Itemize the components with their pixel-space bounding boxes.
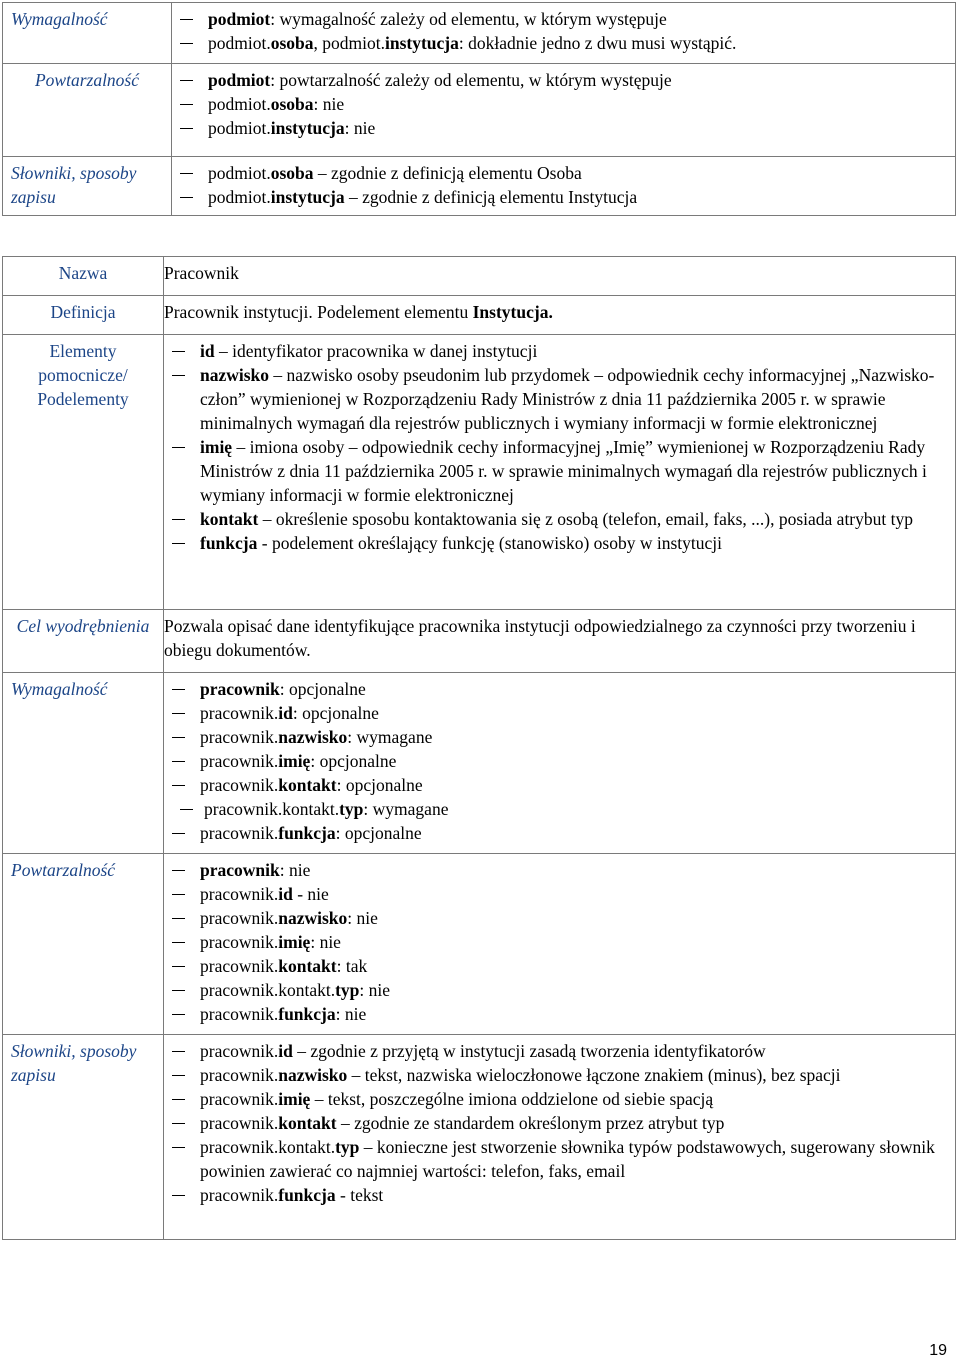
row-label: Słowniki, sposoby zapisu	[3, 157, 172, 216]
row-label: Powtarzalność	[3, 64, 172, 157]
nazwa-label: Nazwa	[3, 257, 164, 296]
list-item: podmiot.osoba – zgodnie z definicją elementu Osoba	[172, 161, 955, 185]
list-item: nazwisko – nazwisko osoby pseudonim lub przydomek – odpowiednik cechy informacyjnej „Nazwisko-człon” wymienionej w Rozporządzeniu Rady Ministrów z dnia 11 października 2005 r. w sprawie minimalnych wymagań dla rejestrów publicznych i wymiany informacji w formie elektronicznej	[164, 363, 955, 435]
table-pracownik	[2, 256, 956, 1240]
definicja-label: Definicja	[3, 296, 164, 335]
row-value	[172, 3, 956, 64]
list-item: imię – imiona osoby – odpowiednik cechy informacyjnej „Imię” wymienionej w Rozporządzeniu Rady Ministrów z dnia 11 października 2005 r. w sprawie minimalnych wymagań dla rejestrów publicznych i wymiany informacji w formie elektronicznej	[164, 435, 955, 507]
slowniki-label: Słowniki, sposoby zapisu	[3, 1035, 164, 1240]
wymagalnosc-list	[164, 673, 956, 854]
list-item: pracownik.kontakt.typ – konieczne jest stworzenie słownika typów podstawowych, sugerowany słownik powinien zawierać co najmniej wartości: telefon, faks, email	[164, 1135, 949, 1183]
row-value	[172, 157, 956, 216]
list-item: pracownik.funkcja: nie	[164, 1002, 955, 1026]
list-item: podmiot.osoba: nie	[172, 92, 955, 116]
list-item: pracownik: opcjonalne	[164, 677, 955, 701]
list-item: kontakt – określenie sposobu kontaktowania się z osobą (telefon, email, faks, ...), posiada atrybut typ	[164, 507, 955, 531]
list-item: podmiot.instytucja: nie	[172, 116, 955, 140]
table-row	[3, 157, 956, 216]
list-item: pracownik.funkcja: opcjonalne	[164, 821, 955, 845]
list-item: podmiot.instytucja – zgodnie z definicją elementu Instytucja	[172, 185, 955, 209]
wymagalnosc-label: Wymagalność	[3, 673, 164, 854]
list-item: pracownik.funkcja - tekst	[164, 1183, 949, 1207]
nazwa-value: Pracownik	[164, 257, 956, 296]
list-item: pracownik.nazwisko – tekst, nazwiska wieloczłonowe łączone znakiem (minus), bez spacji	[164, 1063, 949, 1087]
list-item: pracownik.nazwisko: wymagane	[164, 725, 955, 749]
list-item: pracownik.id: opcjonalne	[164, 701, 955, 725]
slowniki-list	[164, 1035, 956, 1240]
list-item: pracownik.kontakt – zgodnie ze standardem określonym przez atrybut typ	[164, 1111, 949, 1135]
page-number: 19	[929, 1342, 947, 1359]
definicja-value	[164, 296, 956, 335]
elementy-list	[164, 335, 956, 610]
cel-label: Cel wyodrębnienia	[3, 610, 164, 673]
table-row	[3, 673, 956, 854]
table-row	[3, 3, 956, 64]
table-row	[3, 64, 956, 157]
list-item: pracownik.imię: nie	[164, 930, 955, 954]
list-item: pracownik.nazwisko: nie	[164, 906, 955, 930]
list-item: pracownik.id - nie	[164, 882, 955, 906]
table-row	[3, 257, 956, 296]
list-item: pracownik.imię: opcjonalne	[164, 749, 955, 773]
cel-value: Pozwala opisać dane identyfikujące pracownika instytucji odpowiedzialnego za czynności przy tworzeniu i obiegu dokumentów.	[164, 610, 956, 673]
list-item: podmiot: wymagalność zależy od elementu, w którym występuje	[172, 7, 955, 31]
list-item: podmiot.osoba, podmiot.instytucja: dokładnie jedno z dwu musi wystąpić.	[172, 31, 955, 55]
list-item: pracownik.kontakt.typ: wymagane	[164, 797, 955, 821]
table-row	[3, 296, 956, 335]
list-item: pracownik.kontakt: tak	[164, 954, 955, 978]
list-item: pracownik: nie	[164, 858, 955, 882]
list-item: id – identyfikator pracownika w danej instytucji	[164, 339, 955, 363]
row-label: Wymagalność	[3, 3, 172, 64]
table-row	[3, 335, 956, 610]
row-value	[172, 64, 956, 157]
table-row	[3, 610, 956, 673]
definicja-bold: Instytucja.	[472, 302, 553, 322]
list-item: pracownik.id – zgodnie z przyjętą w instytucji zasadą tworzenia identyfikatorów	[164, 1039, 949, 1063]
list-item: funkcja - podelement określający funkcję (stanowisko) osoby w instytucji	[164, 531, 955, 555]
list-item: podmiot: powtarzalność zależy od elementu, w którym występuje	[172, 68, 955, 92]
table-row	[3, 1035, 956, 1240]
powtarzalnosc-label: Powtarzalność	[3, 854, 164, 1035]
list-item: pracownik.kontakt: opcjonalne	[164, 773, 955, 797]
table-row	[3, 854, 956, 1035]
list-item: pracownik.kontakt.typ: nie	[164, 978, 955, 1002]
list-item: pracownik.imię – tekst, poszczególne imiona oddzielone od siebie spacją	[164, 1087, 949, 1111]
table-podmiot-rules	[2, 2, 956, 216]
powtarzalnosc-list	[164, 854, 956, 1035]
elementy-label: Elementy pomocnicze/ Podelementy	[3, 335, 164, 610]
definicja-text: Pracownik instytucji. Podelement elementu	[164, 302, 473, 322]
